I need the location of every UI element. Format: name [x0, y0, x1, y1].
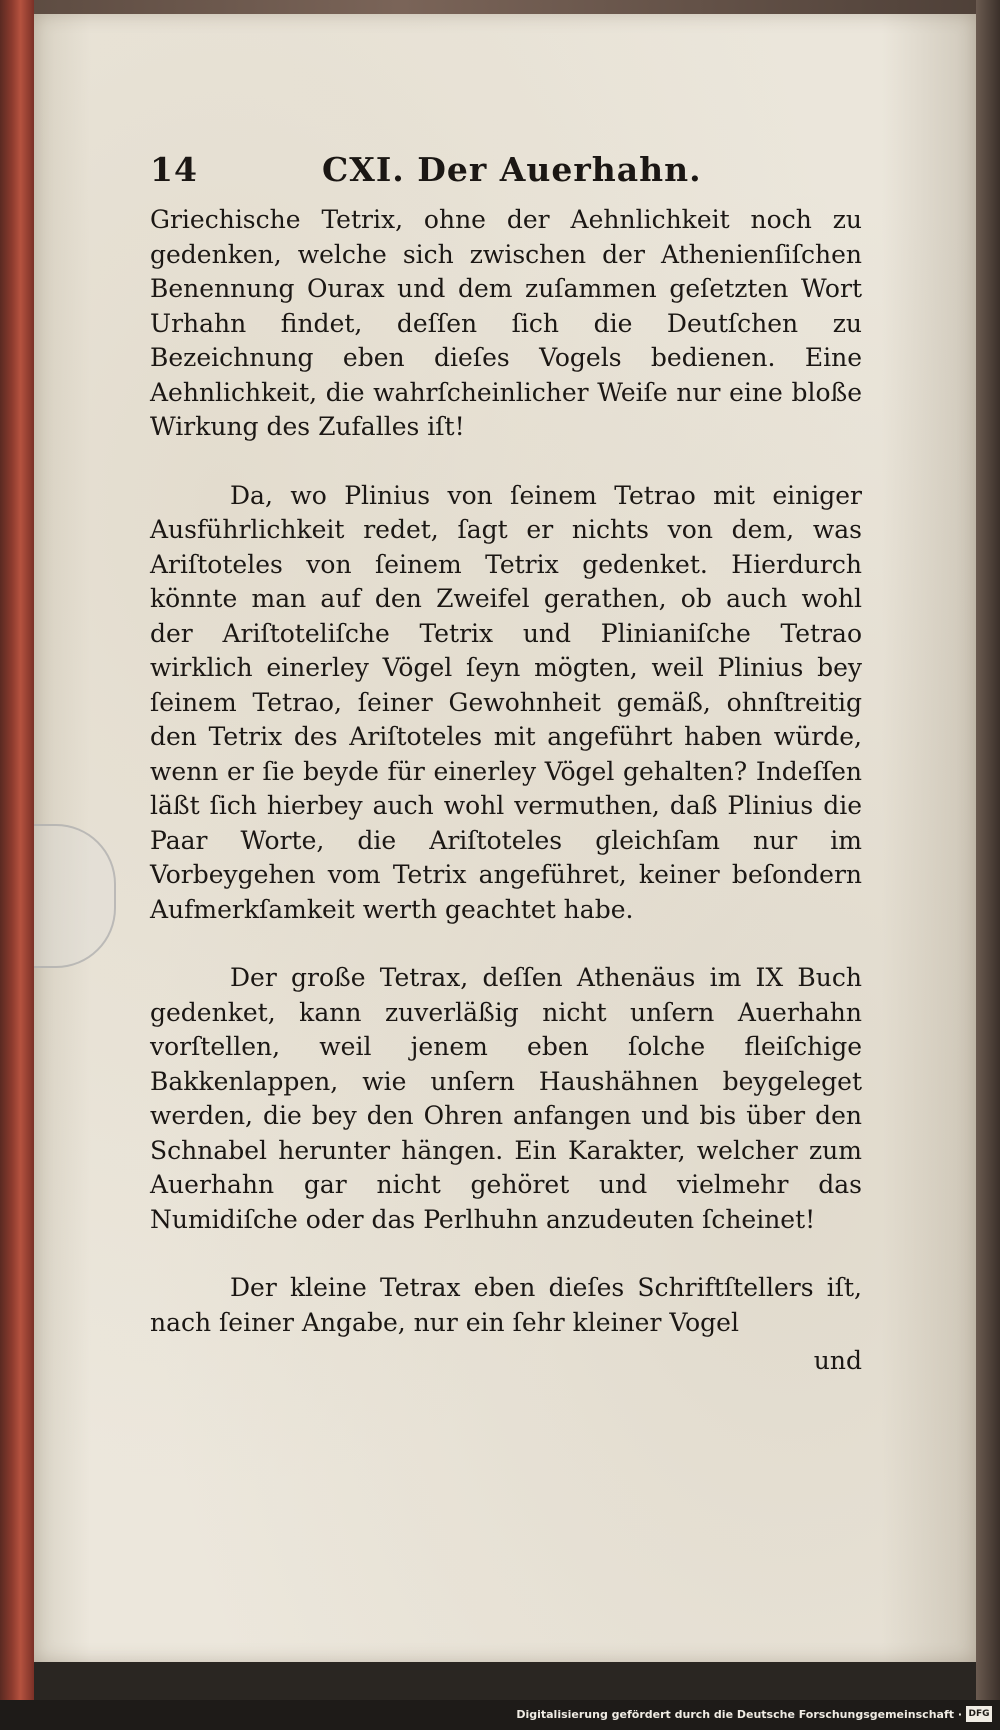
digitization-credit: Digitalisierung gefördert durch die Deutsche Forschungsgemeinschaft ·: [516, 1708, 962, 1721]
paragraph-plinius: Da, wo Plinius von ſeinem Tetrao mit einiger Ausführlichkeit redet, ſagt er nichts von dem, was Ariſtoteles von ſeinem Tetrix gedenket. Hierdurch könnte man auf den Zweifel gerathen, ob auch wohl der Ariſtoteliſche Tetrix und Plinianiſche Tetrao wirklich einerley Vögel ſeyn mögten, weil Plinius bey ſeinem Tetrao, ſeiner Gewohnheit gemäß, ohnſtreitig den Tetrix des Ariſtoteles mit angeführt haben würde, wenn er ſie beyde für einerley Vögel gehalten? Indeſſen läßt ſich hierbey auch wohl vermuthen, daß Plinius die Paar Worte, die Ariſtoteles gleichſam nur im Vorbeygehen vom Tetrix angeführet, keiner beſondern Aufmerkſamkeit werth geachtet habe.: [150, 480, 862, 924]
page-text: [150, 150, 862, 1378]
running-head: [150, 150, 862, 189]
page-number: 14: [150, 150, 198, 189]
page-clip: [34, 824, 116, 968]
page-header-title: CXI. Der Auerhahn.: [322, 150, 702, 189]
book-top-edge: [0, 0, 1000, 14]
paragraph-grosse-tetrax: Der große Tetrax, deſſen Athenäus im IX Buch gedenket, kann zuverläßig nicht unſern Auerhahn vorſtellen, weil jenem eben ſolche fleiſchige Bakkenlappen, wie unſern Haushähnen beygeleget werden, die bey den Ohren anfangen und bis über den Schnabel herunter hängen. Ein Karakter, welcher zum Auerhahn gar nicht gehöret und vielmehr das Numidiſche oder das Perlhuhn anzudeuten ſcheinet!: [150, 963, 862, 1234]
paragraph-continuation: Griechische Tetrix, ohne der Aehnlichkeit noch zu gedenken, welche sich zwischen der Athenienſiſchen Benennung Ourax und dem zuſammen geſetzten Wort Urhahn findet, deſſen ſich die Deutſchen zu Bezeichnung eben dieſes Vogels bedienen. Eine Aehnlichkeit, die wahrſcheinlicher Weiſe nur eine bloße Wirkung des Zufalles iſt!: [150, 205, 862, 441]
dfg-logo-icon: DFG: [966, 1706, 992, 1722]
paragraph-kleine-tetrax: Der kleine Tetrax eben dieſes Schriftſtellers iſt, nach ſeiner Angabe, nur ein ſehr kleiner Vogel: [150, 1273, 862, 1337]
book-right-edge: [976, 0, 1000, 1700]
book-spine-edge: [0, 0, 34, 1700]
catchword: und: [813, 1346, 862, 1375]
